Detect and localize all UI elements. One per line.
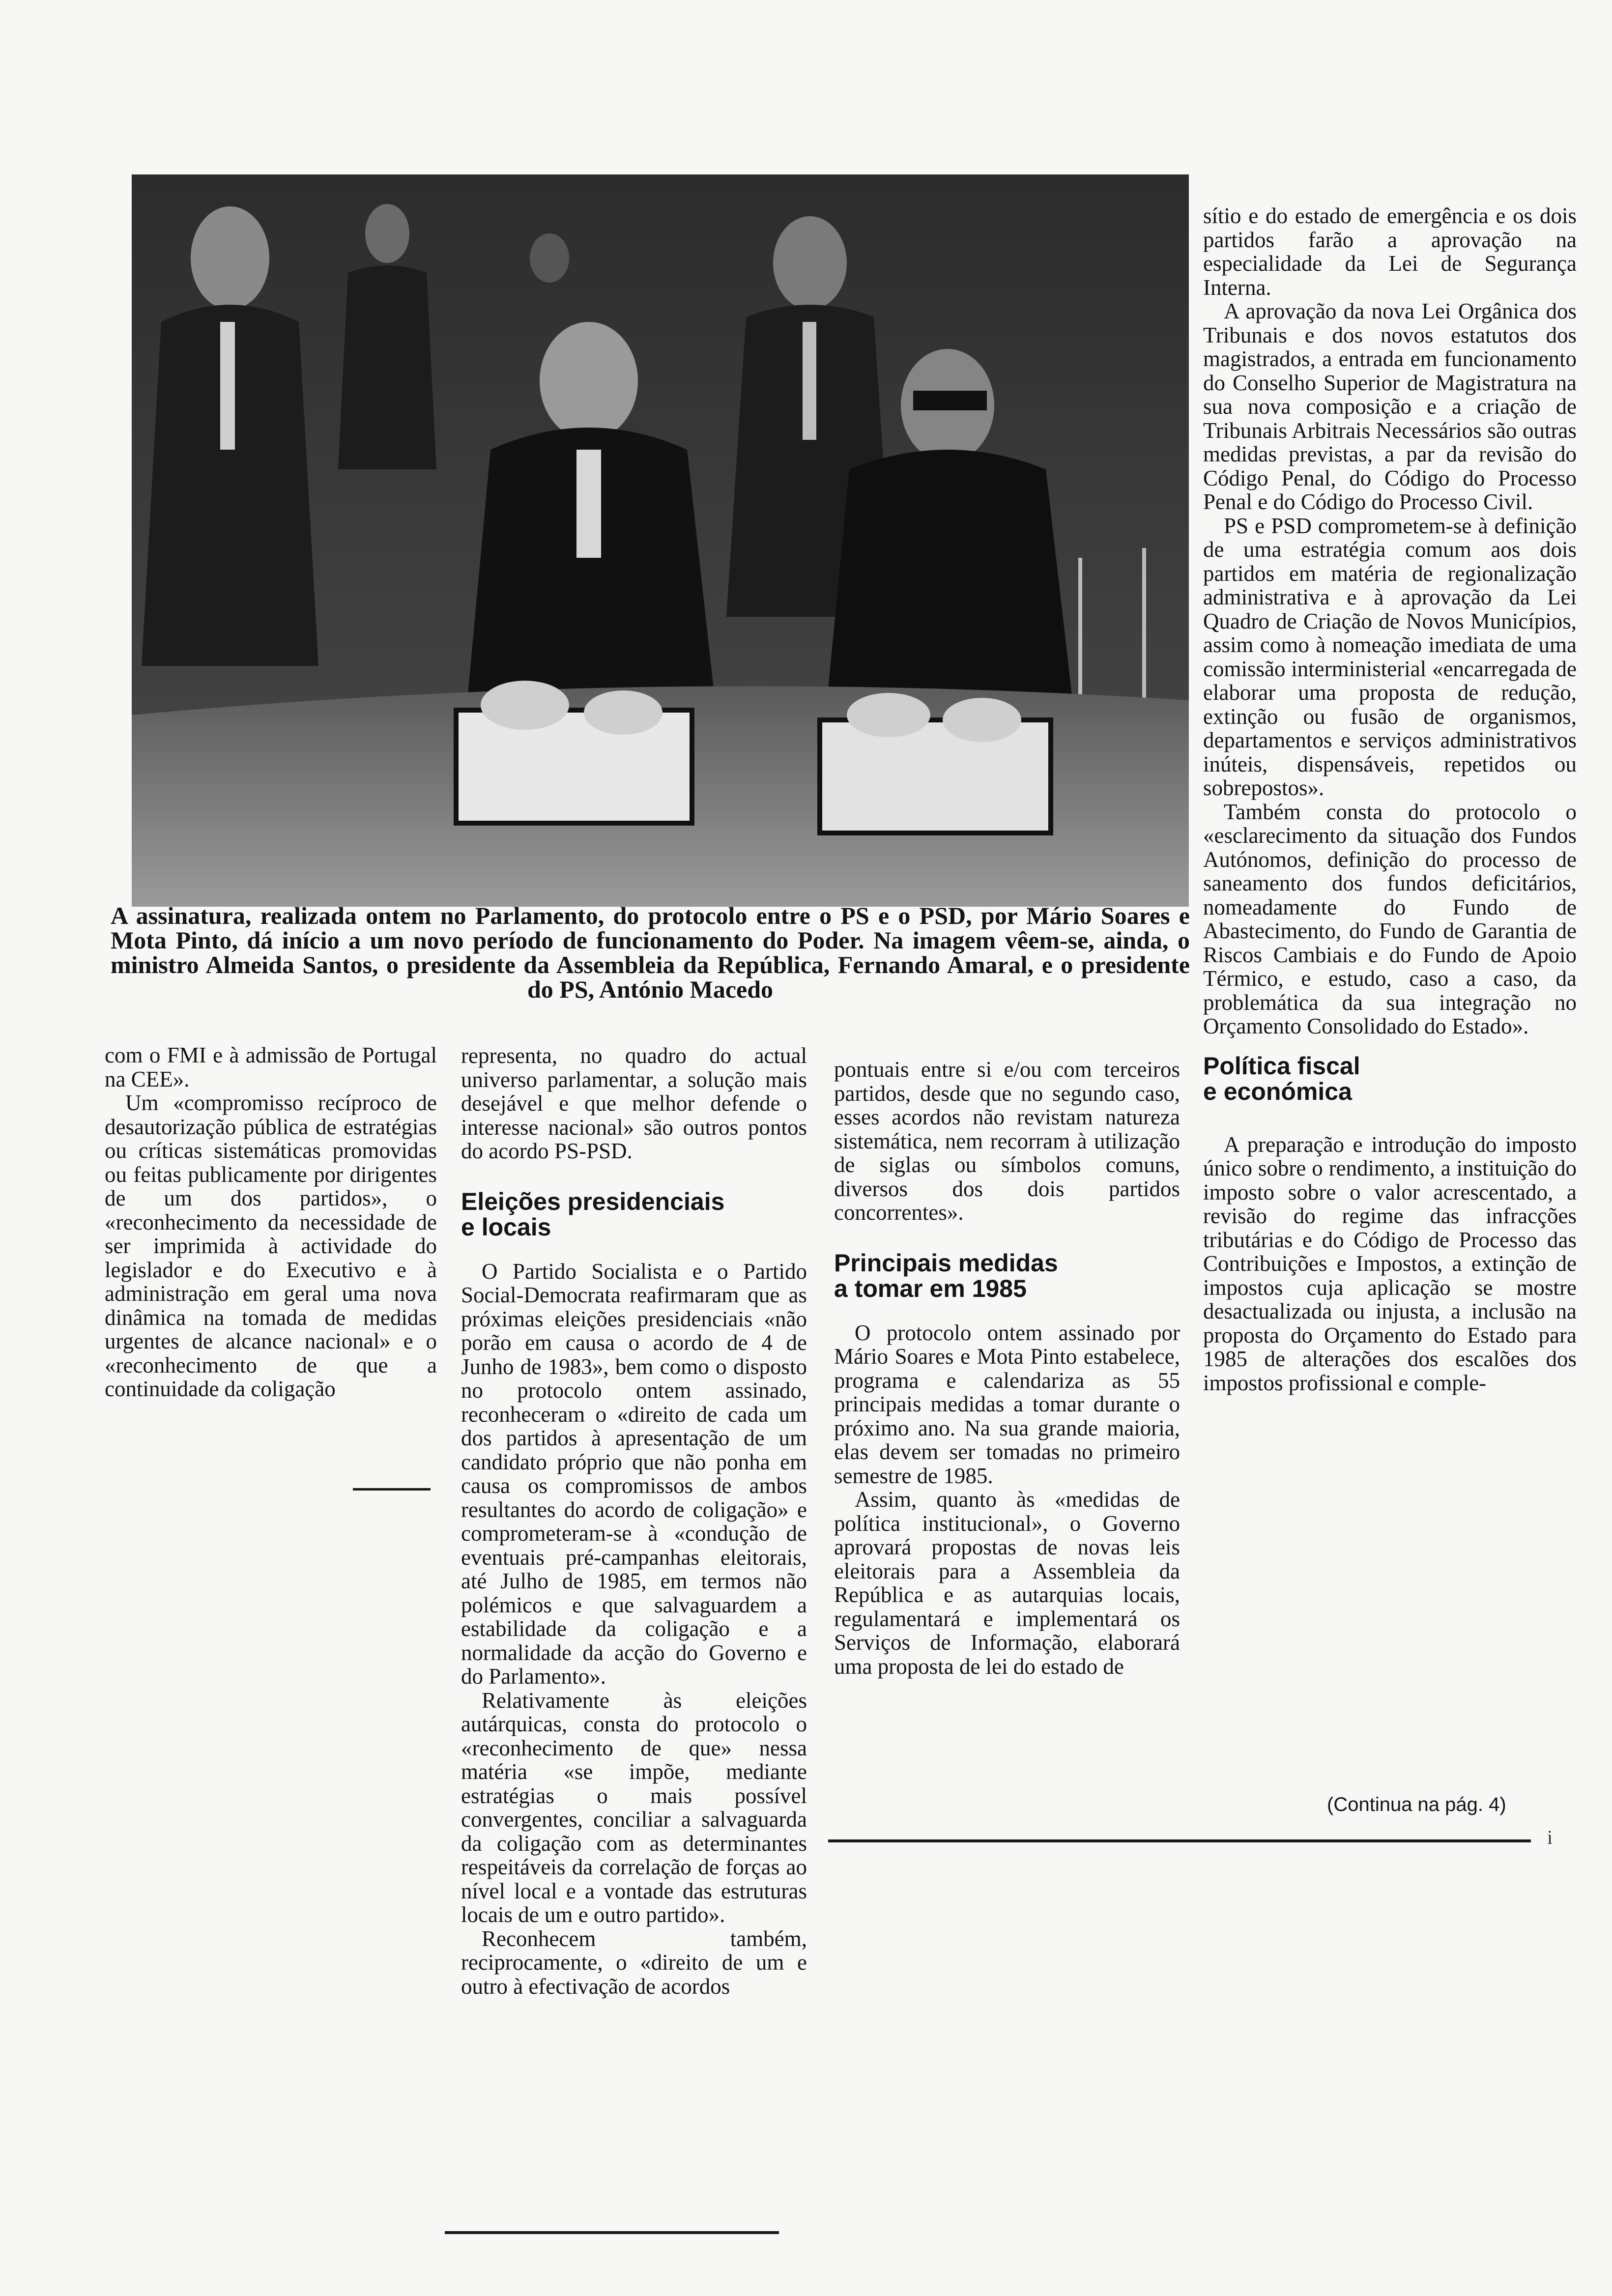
paragraph: Um «compromisso recíproco de desautorização pública de estratégias ou críticas sistemáticas promovidas ou feitas publicamente por dirigentes de um dos partidos», o «reconhecimento da necessidade de ser imprimida à actividade do legislador e do Executivo e à administração em geral uma nova dinâmica na tomada de medidas urgentes de alcance nacional» e o «reconhecimento de que a continuidade da coligação — [105, 1091, 437, 1401]
news-photo — [132, 174, 1189, 907]
subheading-medidas — [834, 1250, 1180, 1301]
article-column-1 — [105, 1043, 437, 1401]
margin-mark: i — [1547, 1826, 1553, 1848]
paragraph: O Partido Socialista e o Partido Social-Democrata reafirmaram que as próximas eleições presidenciais «não porão em causa o acordo de 4 de Junho de 1983», bem como o disposto no protocolo ontem assinado, reconheceram o «direito de cada um dos partidos à apresentação de um candidato próprio que não ponha em causa os compromissos de ambos resultantes do acordo de coligação» e comprometeram-se à «condução de eventuais pré-campanhas eleitorais, até Julho de 1985, em termos não polémicos e que salvaguardem a estabilidade da coligação e a normalidade da acção do Governo e do Parlamento». — [461, 1259, 807, 1689]
subheading-politica-fiscal — [1203, 1053, 1577, 1104]
column-end-rule — [445, 2231, 779, 2234]
paragraph: A preparação e introdução do imposto único sobre o rendimento, a instituição do imposto sobre o valor acrescentado, a revisão do regime das infracções tributárias e do Código de Processo das Contribuições e Impostos, a extinção de impostos cuja aplicação se mostre desactualizada ou injusta, a inclusão na proposta do Orçamento do Estado para 1985 de alterações dos escalões dos impostos profissional e comple- — [1203, 1132, 1577, 1395]
column-end-rule — [353, 1488, 431, 1491]
photo-caption: A assinatura, realizada ontem no Parlamento, do protocolo entre o PS e o PSD, por Mário Soares e Mota Pinto, dá início a um novo período de funcionamento do Poder. Na imagem vêem-se, ainda, o ministro Almeida Santos, o presidente da Assembleia da República, Fernando Amaral, e o presidente do PS, António Macedo — [111, 902, 1190, 1003]
paragraph: O protocolo ontem assinado por Mário Soares e Mota Pinto estabelece, programa e calendariza as 55 principais medidas a tomar durante o próximo ano. Na sua grande maioria, elas devem ser tomadas no primeiro semestre de 1985. — [834, 1320, 1180, 1488]
subheading-line: Política fiscal — [1203, 1052, 1360, 1080]
paragraph: pontuais entre si e/ou com terceiros partidos, desde que no segundo caso, esses acordos não revistam natureza sistemática, nem recorram à utilização de siglas ou símbolos comuns, diversos dos dois partidos concorrentes». — [834, 1057, 1180, 1225]
article-column-4 — [1203, 204, 1577, 1395]
article-column-3 — [834, 1058, 1180, 1678]
paragraph: sítio e do estado de emergência e os dois partidos farão a aprovação na especialidade da Lei de Segurança Interna. — [1203, 203, 1577, 300]
subheading-line: Eleições presidenciais — [461, 1187, 725, 1215]
paragraph: representa, no quadro do actual universo parlamentar, a solução mais desejável e que melhor defende o interesse nacional» são outros pontos do acordo PS-PSD. — [461, 1043, 807, 1163]
paragraph: Relativamente às eleições autárquicas, consta do protocolo o «reconhecimento de que» nessa matéria «se impõe, mediante estratégias o mais possível convergentes, conciliar a salvaguarda da coligação com as determinantes respeitáveis da correlação de forças ao nível local e a vontade das estruturas locais de um e outro partido». — [461, 1688, 807, 1927]
subheading-line: a tomar em 1985 — [834, 1274, 1027, 1302]
subheading-line: e locais — [461, 1213, 551, 1241]
article-end-rule — [828, 1839, 1531, 1842]
subheading-eleicoes — [461, 1189, 807, 1240]
paragraph: Reconhecem também, reciprocamente, o «direito de um e outro à efectivação de acordos — [461, 1926, 807, 1999]
paragraph: Também consta do protocolo o «esclarecimento da situação dos Fundos Autónomos, definição do processo de saneamento dos fundos deficitários, nomeadamente do Fundo de Abastecimento, do Fundo de Garantia de Riscos Cambiais e do Fundo de Apoio Térmico, e estudo, caso a caso, da problemática da sua integração no Orçamento Consolidado do Estado». — [1203, 799, 1577, 1038]
subheading-line: e económica — [1203, 1077, 1352, 1105]
paragraph: com o FMI e à admissão de Portugal na CEE». — [105, 1043, 437, 1091]
signing-photo-illustration — [132, 174, 1189, 907]
paragraph: Assim, quanto às «medidas de política institucional», o Governo aprovará propostas de novas leis eleitorais para a Assembleia da República e as autarquias locais, regulamentará e implementará os Serviços de Informação, elaborará uma proposta de lei do estado de — [834, 1487, 1180, 1679]
continuation-note: (Continua na pág. 4) — [1327, 1794, 1506, 1815]
article-column-2 — [461, 1044, 807, 1998]
subheading-line: Principais medidas — [834, 1249, 1058, 1277]
paragraph: PS e PSD comprometem-se à definição de uma estratégia comum aos dois partidos em matéria de regionalização administrativa e à aprovação da Lei Quadro de Criação de Novos Municípios, assim como à nomeação imediata de uma comissão interministerial «encarregada de elaborar uma proposta de redução, extinção ou fusão de organismos, departamentos e serviços administrativos inúteis, dispensáveis, repetidos ou sobrepostos». — [1203, 513, 1577, 800]
paragraph: A aprovação da nova Lei Orgânica dos Tribunais e dos novos estatutos dos magistrados, a entrada em funcionamento do Conselho Superior de Magistratura na sua nova composição e a criação de Tribunais Arbitrais Necessários são outras medidas previstas, a par da revisão do Código Penal, do Código do Processo Penal e do Código do Processo Civil. — [1203, 299, 1577, 514]
